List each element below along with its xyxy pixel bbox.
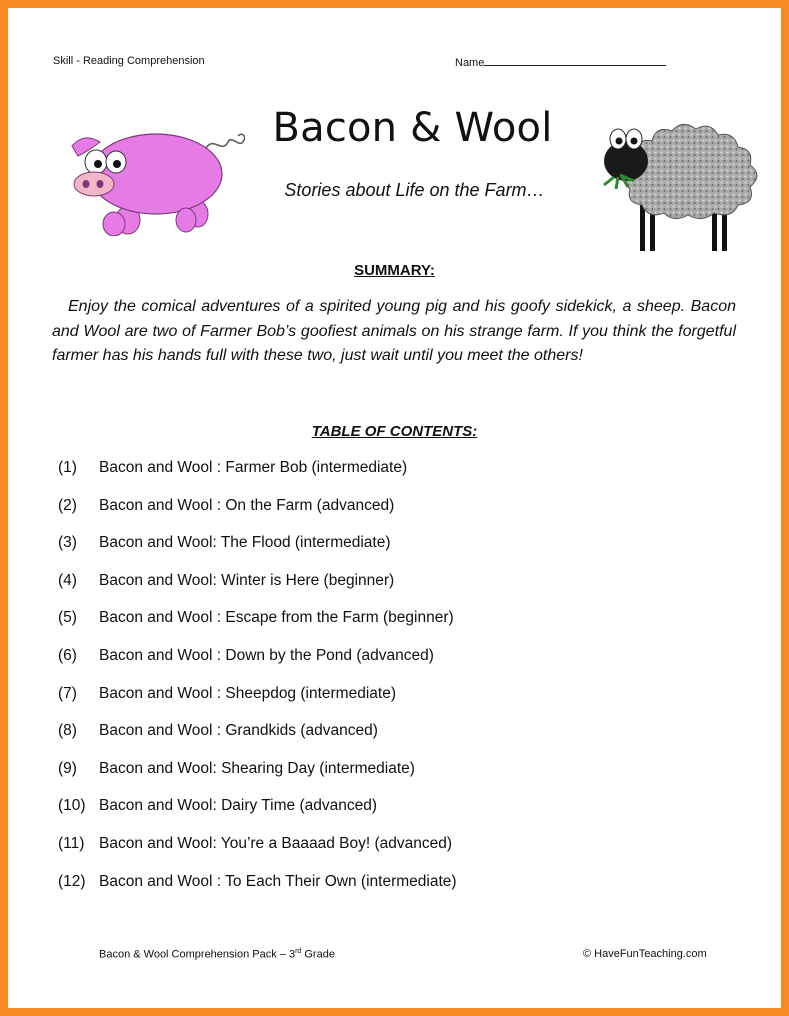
toc-item xyxy=(58,760,457,798)
skill-label: Skill - Reading Comprehension xyxy=(53,55,205,67)
toc-item xyxy=(58,835,457,873)
toc-item xyxy=(58,685,457,723)
toc-label: Bacon and Wool: Dairy Time (advanced) xyxy=(99,797,377,815)
toc-label: Bacon and Wool : Grandkids (advanced) xyxy=(99,722,378,740)
toc-number: (3) xyxy=(58,534,77,552)
footer-pack-label xyxy=(99,948,335,961)
toc-item xyxy=(58,609,457,647)
toc-number: (5) xyxy=(58,609,77,627)
toc-label: Bacon and Wool : Sheepdog (intermediate) xyxy=(99,684,396,702)
page-title: Bacon & Wool xyxy=(272,105,553,151)
toc-number: (10) xyxy=(58,797,86,815)
footer-pack-sup: rd xyxy=(295,948,302,955)
toc-item xyxy=(58,873,457,911)
toc-item xyxy=(58,534,457,572)
worksheet-page xyxy=(8,8,781,1008)
name-field[interactable] xyxy=(455,55,666,69)
toc-heading: TABLE OF CONTENTS: xyxy=(311,423,478,440)
toc-number: (2) xyxy=(58,496,77,514)
toc-number: (8) xyxy=(58,722,77,740)
page-subtitle: Stories about Life on the Farm… xyxy=(284,180,545,200)
toc-number: (9) xyxy=(58,759,77,777)
toc-item xyxy=(58,459,457,497)
name-label: Name xyxy=(455,57,485,69)
name-line[interactable] xyxy=(484,55,666,66)
footer-pack-prefix: Bacon & Wool Comprehension Pack – 3 xyxy=(99,948,296,961)
toc-number: (6) xyxy=(58,646,77,664)
summary-heading: SUMMARY: xyxy=(354,262,435,279)
toc-item xyxy=(58,797,457,835)
toc-label: Bacon and Wool: Shearing Day (intermediate) xyxy=(99,759,415,777)
toc-label: Bacon and Wool: Winter is Here (beginner) xyxy=(99,571,395,589)
toc-list xyxy=(58,459,457,910)
toc-item xyxy=(58,722,457,760)
sheep-illustration xyxy=(594,115,778,255)
toc-label: Bacon and Wool: The Flood (intermediate) xyxy=(99,534,391,552)
toc-item xyxy=(58,572,457,610)
toc-number: (11) xyxy=(58,834,85,852)
toc-item xyxy=(58,647,457,685)
footer-pack-suffix: Grade xyxy=(301,948,335,961)
summary-text: Enjoy the comical adventures of a spirited young pig and his goofy sidekick, a sheep. Bacon and Wool are two of Farmer Bob’s goofiest animals on his strange farm. If you think the forgetful farmer has his hands full with these two, just wait until you meet the others! xyxy=(52,298,736,364)
toc-item xyxy=(58,497,457,535)
toc-label: Bacon and Wool : Down by the Pond (advanced) xyxy=(99,646,434,664)
toc-number: (12) xyxy=(58,872,86,890)
toc-number: (4) xyxy=(58,571,77,589)
toc-number: (1) xyxy=(58,459,77,476)
footer-copyright: © HaveFunTeaching.com xyxy=(583,948,707,960)
toc-label: Bacon and Wool: You’re a Baaaad Boy! (advanced) xyxy=(99,834,453,852)
toc-label: Bacon and Wool : Farmer Bob (intermediate) xyxy=(99,459,408,476)
toc-number: (7) xyxy=(58,684,77,702)
toc-label: Bacon and Wool : To Each Their Own (intermediate) xyxy=(99,872,457,890)
toc-label: Bacon and Wool : Escape from the Farm (beginner) xyxy=(99,609,454,627)
toc-label: Bacon and Wool : On the Farm (advanced) xyxy=(99,496,395,514)
